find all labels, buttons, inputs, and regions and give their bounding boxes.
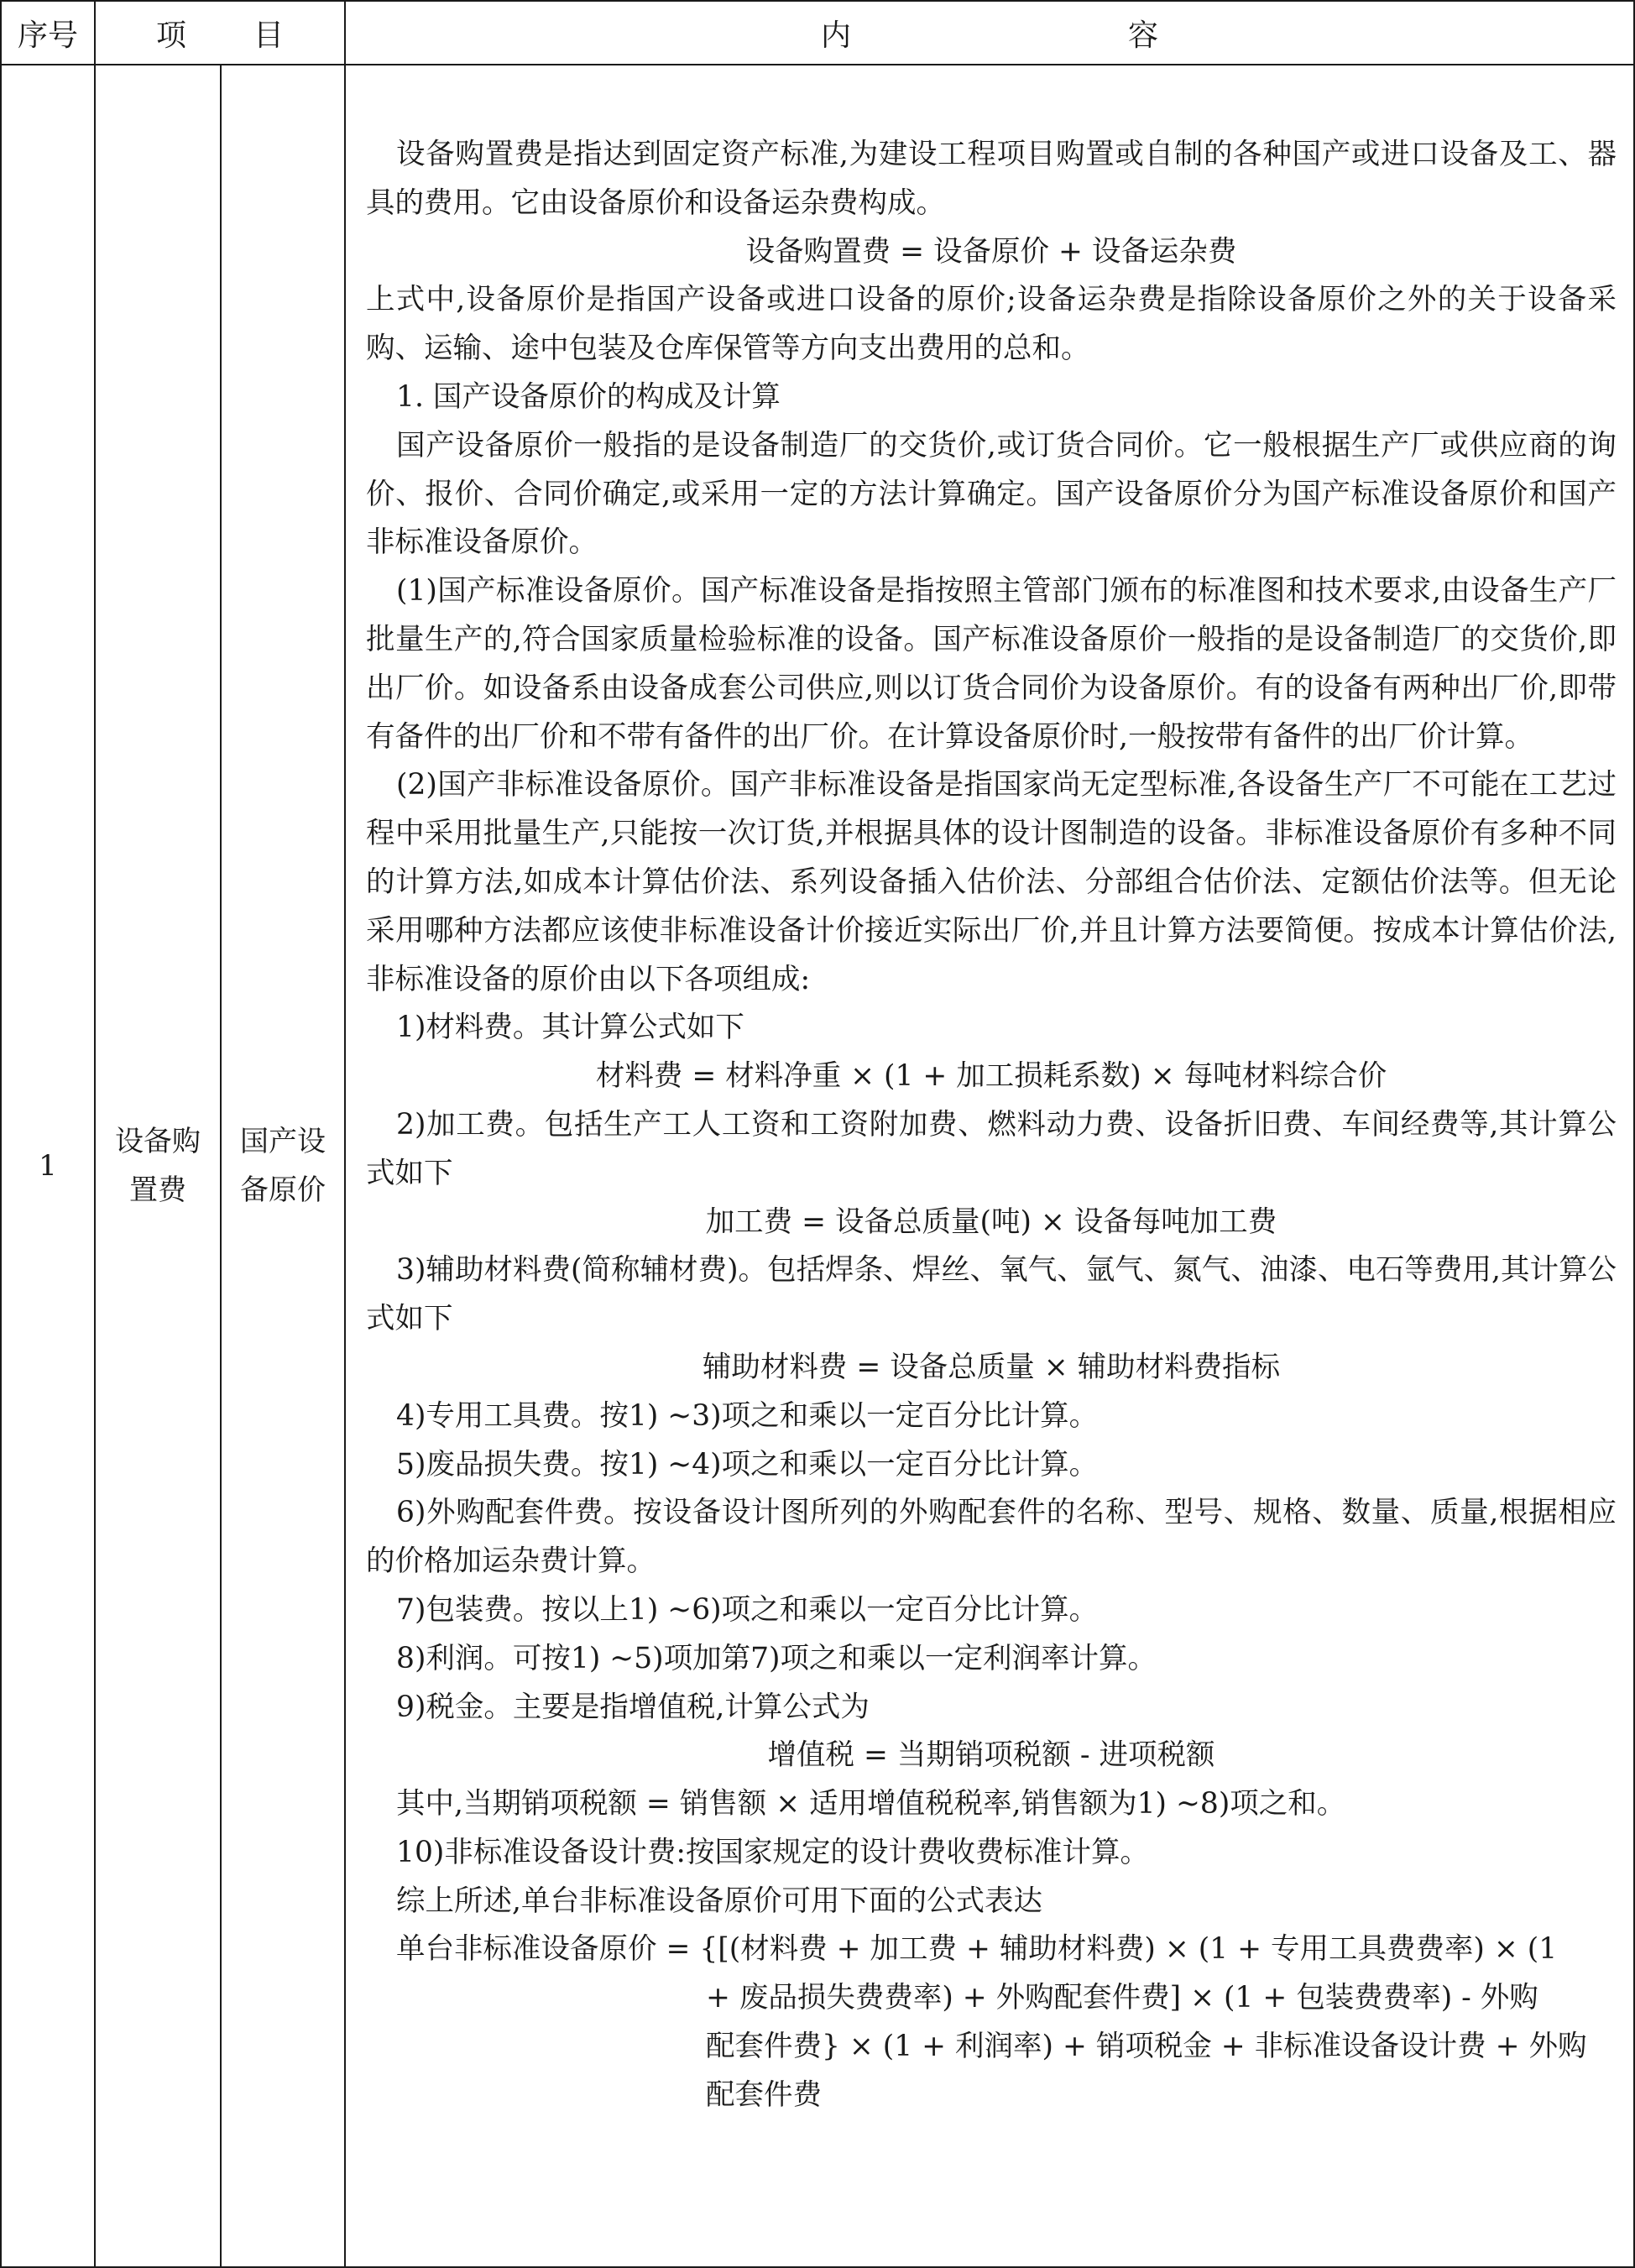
list-item: 1)材料费。其计算公式如下 (396, 1011, 744, 1045)
paragraph: 其中,当期销项税额 = 销售额 × 适用增值税税率,销售额为1) ~8)项之和。 (396, 1787, 1346, 1821)
table-row (1, 65, 1634, 2267)
category-sub-line-1: 国产设 (240, 1125, 326, 1158)
section-heading: 1. 国产设备原价的构成及计算 (396, 379, 781, 414)
header-content (345, 1, 1634, 65)
list-item: 5)废品损失费。按1) ~4)项之和乘以一定百分比计算。 (396, 1447, 1099, 1482)
paragraph: 上式中,设备原价是指国产设备或进口设备的原价;设备运杂费是指除设备原价之外的关于设备采购、运输、途中包装及仓库保管等方向支出费用的总和。 (366, 283, 1617, 366)
list-item: 4)专用工具费。按1) ~3)项之和乘以一定百分比计算。 (396, 1398, 1099, 1433)
category-main-line-2: 置费 (129, 1173, 186, 1207)
list-item: 2)加工费。包括生产工人工资和工资附加费、燃料动力费、设备折旧费、车间经费等,其计算公式如下 (366, 1107, 1617, 1190)
header-content-char-1: 内 (820, 18, 851, 53)
content-cell (345, 65, 1634, 2267)
list-item: 10)非标准设备设计费:按国家规定的设计费收费标准计算。 (396, 1835, 1149, 1869)
header-item-char-1: 项 (155, 18, 186, 53)
category-sub-line-2: 备原价 (240, 1173, 326, 1207)
final-formula-line: 配套件费} × (1 + 利润率) + 销项税金 + 非标准设备设计费 + 外购 (706, 2030, 1587, 2064)
final-formula-line: + 废品损失费费率) + 外购配套件费] × (1 + 包装费费率) - 外购 (706, 1981, 1538, 2015)
formula: 设备购置费 = 设备原价 + 设备运杂费 (745, 234, 1237, 269)
header-item-char-2: 目 (253, 18, 285, 53)
final-formula-line: 单台非标准设备原价 = {[(材料费 + 加工费 + 辅助材料费) × (1 + 专用工具费费率) × (1 (396, 1932, 1558, 1967)
final-formula (366, 1926, 1617, 2119)
row-number: 1 (1, 65, 95, 2267)
category-main-line-1: 设备购 (115, 1125, 201, 1158)
paragraph: (1)国产标准设备原价。国产标准设备是指按照主管部门颁布的标准图和技术要求,由设备生产厂批量生产的,符合国家质量检验标准的设备。国产标准设备原价一般指的是设备制造厂的交货价,即出厂价。如设备系由设备成套公司供应,则以订货合同价为设备原价。有的设备有两种出厂价,即带有备件的出厂价和不带有备件的出厂价。在计算设备原价时,一般按带有备件的出厂价计算。 (366, 574, 1617, 754)
category-main (95, 65, 221, 2267)
paragraph: 国产设备原价一般指的是设备制造厂的交货价,或订货合同价。它一般根据生产厂或供应商的询价、报价、合同价确定,或采用一定的方法计算确定。国产设备原价分为国产标准设备原价和国产非标准设备原价。 (366, 428, 1617, 560)
header-item (95, 1, 345, 65)
formula: 材料费 = 材料净重 × (1 + 加工损耗系数) × 每吨材料综合价 (595, 1059, 1387, 1094)
list-item: 7)包装费。按以上1) ~6)项之和乘以一定百分比计算。 (396, 1592, 1099, 1627)
list-item: 8)利润。可按1) ~5)项加第7)项之和乘以一定利润率计算。 (396, 1641, 1157, 1675)
header-no: 序号 (1, 1, 95, 65)
list-item: 3)辅助材料费(简称辅材费)。包括焊条、焊丝、氧气、氩气、氮气、油漆、电石等费用,其计算公式如下 (366, 1253, 1617, 1336)
paragraph: 设备购置费是指达到固定资产标准,为建设工程项目购置或自制的各种国产或进口设备及工、器具的费用。它由设备原价和设备运杂费构成。 (366, 138, 1617, 220)
formula: 加工费 = 设备总质量(吨) × 设备每吨加工费 (705, 1205, 1277, 1239)
paragraph: 综上所述,单台非标准设备原价可用下面的公式表达 (396, 1884, 1042, 1918)
header-row (1, 1, 1634, 65)
final-formula-line: 配套件费 (706, 2077, 822, 2112)
list-item: 9)税金。主要是指增值税,计算公式为 (396, 1690, 870, 1724)
paragraph: (2)国产非标准设备原价。国产非标准设备是指国家尚无定型标准,各设备生产厂不可能在工艺过程中采用批量生产,只能按一次订货,并根据具体的设计图制造的设备。非标准设备原价有多种不同的计算方法,如成本计算估价法、系列设备插入估价法、分部组合估价法、定额估价法等。但无论采用哪种方法都应该使非标准设备计价接近实际出厂价,并且计算方法要简便。按成本计算估价法,非标准设备的原价由以下各项组成: (366, 768, 1617, 996)
category-sub (221, 65, 345, 2267)
list-item: 6)外购配套件费。按设备设计图所列的外购配套件的名称、型号、规格、数量、质量,根据相应的价格加运杂费计算。 (366, 1496, 1617, 1579)
formula: 辅助材料费 = 设备总质量 × 辅助材料费指标 (702, 1350, 1281, 1384)
header-content-char-2: 容 (1128, 18, 1159, 53)
formula: 增值税 = 当期销项税额 - 进项税额 (767, 1738, 1215, 1773)
